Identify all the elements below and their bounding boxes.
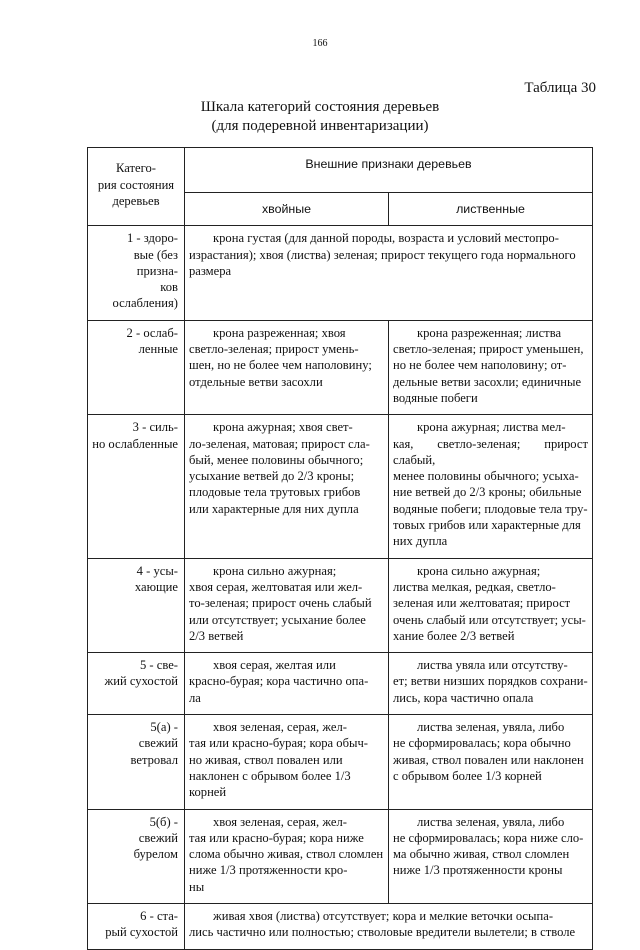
table-title — [0, 98, 640, 136]
row-category: 2 - ослаб- ленные — [88, 320, 185, 414]
header-deciduous: лиственные — [389, 193, 593, 226]
row-signs-deciduous: крона разреженная; листва светло-зеленая; прирост уменьшен, но не более чем наполовину; от- дельные ветви засохли; единичные водяные побеги — [389, 320, 593, 414]
row-signs-conifer: хвоя серая, желтая или красно-бурая; кора частично опа- ла — [185, 653, 389, 715]
row-category: 4 - усы- хающие — [88, 558, 185, 652]
row-signs-deciduous: крона сильно ажурная; листва мелкая, редкая, светло- зеленая или желтоватая; прирост очень слабый или отсутствует; усы- хание более 2/3 ветвей — [389, 558, 593, 652]
row-signs-combined: живая хвоя (листва) отсутствует; кора и мелкие веточки осыпа- лись частично или полностью; стволовые вредители вылетели; в стволе — [185, 903, 593, 949]
row-signs-conifer: крона ажурная; хвоя свет- ло-зеленая, матовая; прирост сла- бый, менее половины обычного; усыхание ветвей до 2/3 кроны; плодовые тела трутовых грибов или характерные для них дупла — [185, 415, 389, 558]
table-row — [88, 653, 593, 715]
row-signs-deciduous: листва зеленая, увяла, либо не сформировалась; кора ниже сло- ма обычно живая, ствол сломлен ниже 1/3 протяженности кроны — [389, 809, 593, 903]
table-row — [88, 715, 593, 809]
row-signs-conifer: хвоя зеленая, серая, жел- тая или красно-бурая; кора обыч- но живая, ствол повален или наклонен с обрывом более 1/3 корней — [185, 715, 389, 809]
row-signs-conifer: крона сильно ажурная; хвоя серая, желтоватая или жел- то-зеленая; прирост очень слабый или отсутствует; усыхание более 2/3 ветвей — [185, 558, 389, 652]
row-signs-conifer: крона разреженная; хвоя светло-зеленая; прирост умень- шен, но не более чем наполовину; отдельные ветви засохли — [185, 320, 389, 414]
row-signs-conifer: хвоя зеленая, серая, жел- тая или красно-бурая; кора ниже слома обычно живая, ствол сломлен ниже 1/3 протяженности кро- ны — [185, 809, 389, 903]
row-category: 5(б) - свежий бурелом — [88, 809, 185, 903]
table-row — [88, 903, 593, 949]
row-signs-deciduous: листва увяла или отсутству- ет; ветви низших порядков сохрани- лись, кора частично опала — [389, 653, 593, 715]
title-line-1: Шкала категорий состояния деревьев — [200, 99, 440, 115]
tree-condition-table — [87, 147, 593, 950]
row-category: 6 - ста- рый сухостой — [88, 903, 185, 949]
header-category: Катего- рия состояния деревьев — [88, 148, 185, 226]
page-number: 166 — [312, 38, 328, 49]
row-signs-deciduous: крона ажурная; листва мел- кая, светло-зеленая; прирост слабый, менее половины обычного; усыха- ние ветвей до 2/3 кроны; обильные водяные побеги; плодовые тела тру- товых грибов или характерные для них дупла — [389, 415, 593, 558]
table-row — [88, 415, 593, 558]
header-conifer: хвойные — [185, 193, 389, 226]
table-row — [88, 809, 593, 903]
title-line-2: (для подеревной инвентаризации) — [211, 118, 429, 134]
table-label: Таблица 30 — [524, 80, 596, 96]
row-category: 5(а) - свежий ветровал — [88, 715, 185, 809]
row-category: 3 - силь- но ослабленные — [88, 415, 185, 558]
header-external-signs: Внешние признаки деревьев — [185, 148, 593, 193]
table-row — [88, 320, 593, 414]
row-signs-combined: крона густая (для данной породы, возраста и условий местопро- израстания); хвоя (листва) зеленая; прирост текущего года нормального размера — [185, 226, 593, 320]
row-signs-deciduous: листва зеленая, увяла, либо не сформировалась; кора обычно живая, ствол повален или наклонен с обрывом более 1/3 корней — [389, 715, 593, 809]
header-row — [88, 148, 593, 193]
table-row — [88, 226, 593, 320]
row-category: 5 - све- жий сухостой — [88, 653, 185, 715]
row-category: 1 - здоро- вые (без призна- ков ослабления) — [88, 226, 185, 320]
table-row — [88, 558, 593, 652]
table-body — [88, 226, 593, 949]
